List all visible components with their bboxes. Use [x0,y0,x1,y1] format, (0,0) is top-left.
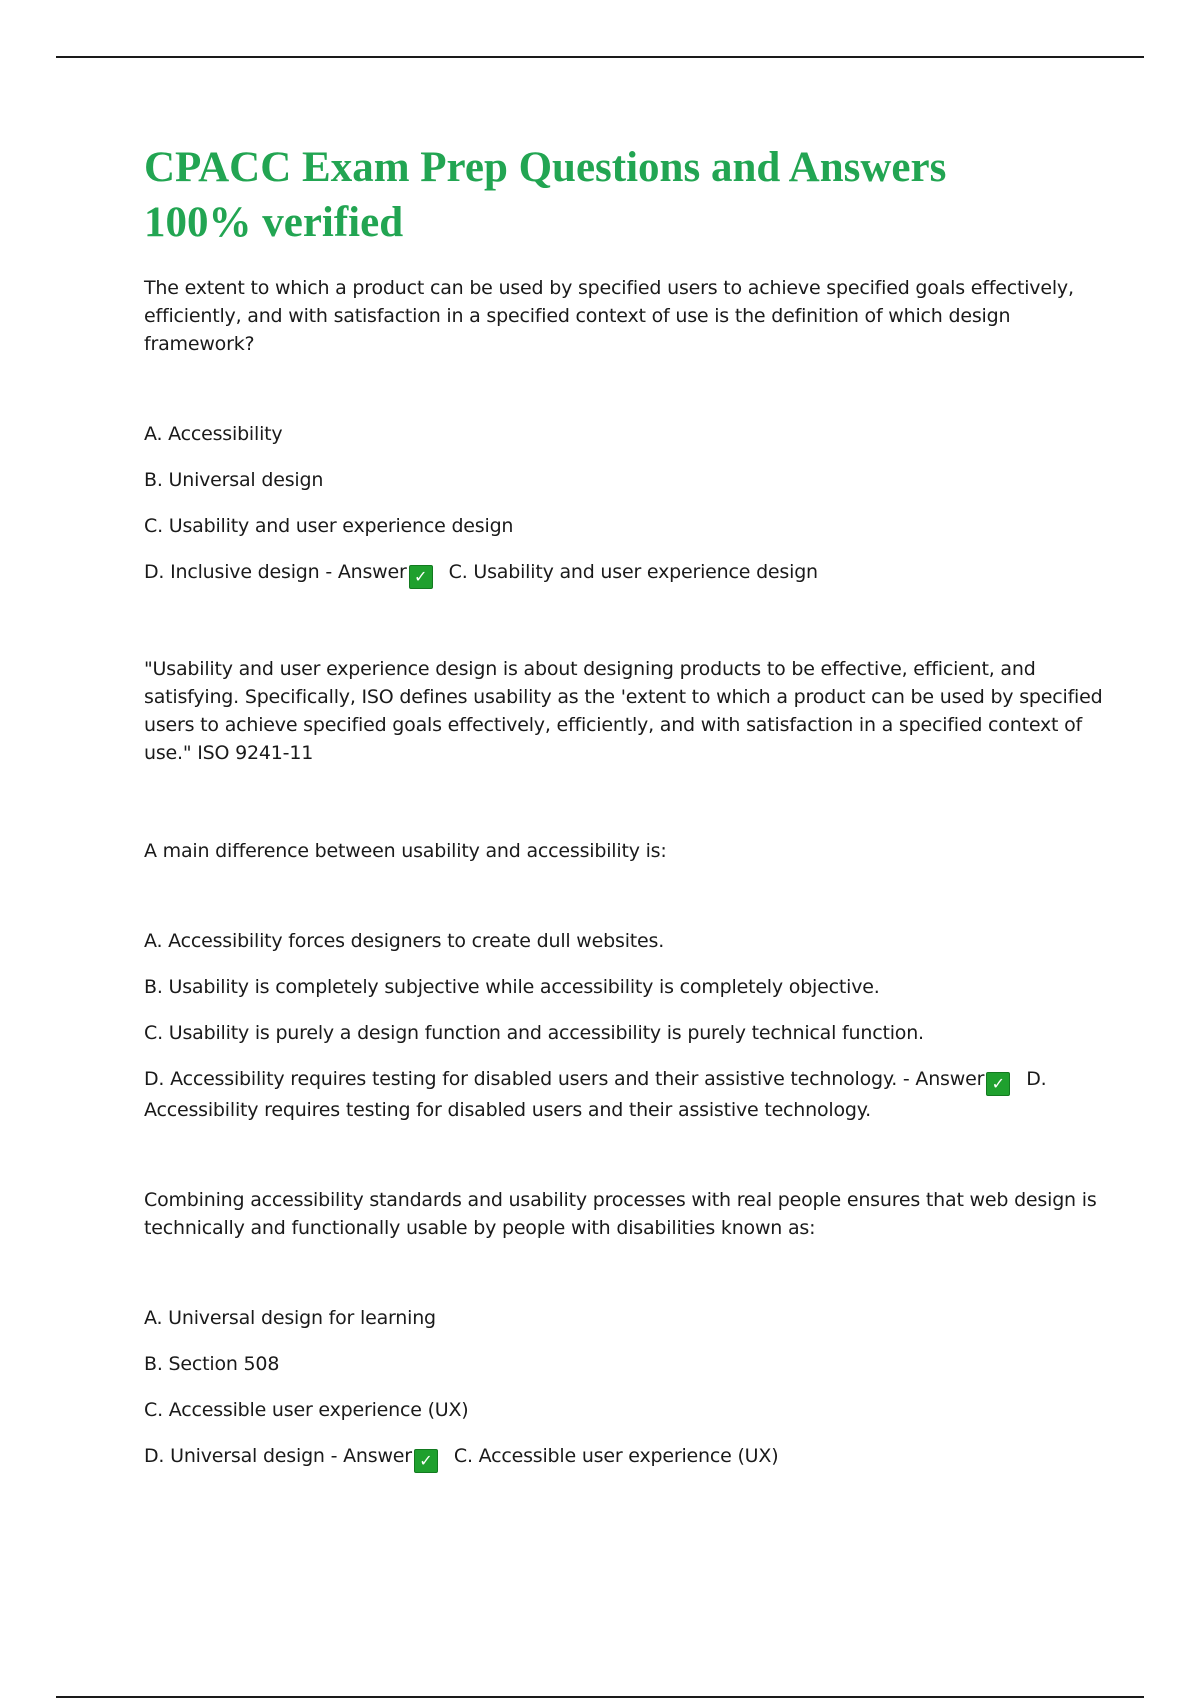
option-c: C. Accessible user experience (UX) [144,1399,469,1421]
answer-text: C. Accessible user experience (UX) [453,1445,779,1467]
option-c: C. Usability is purely a design function and accessibility is purely technical function. [144,1022,924,1044]
header-rule [56,56,1144,58]
option-d-with-answer [144,558,1104,589]
option-d: D. Accessibility requires testing for disabled users and their assistive technology. - Answer [144,1068,985,1090]
option-d-with-answer [144,1442,1104,1473]
document-body [144,140,1104,1473]
check-mark-icon: ✓ [986,1072,1010,1096]
option-b: B. Universal design [144,469,324,491]
question-1 [144,274,1104,767]
question-2-options [144,927,1104,1124]
question-2-prompt: A main difference between usability and accessibility is: [144,840,667,862]
option-d: D. Universal design - Answer [144,1445,412,1467]
question-3 [144,1186,1104,1473]
question-3-prompt: Combining accessibility standards and usability processes with real people ensures that web design is technically and functionally usable by people with disabilities known as: [144,1189,1097,1239]
option-b: B. Usability is completely subjective while accessibility is completely objective. [144,976,880,998]
option-a: A. Universal design for learning [144,1307,436,1329]
option-c: C. Usability and user experience design [144,515,514,537]
option-a: A. Accessibility forces designers to create dull websites. [144,930,665,952]
option-a: A. Accessibility [144,423,283,445]
question-1-options [144,420,1104,589]
option-d-with-answer [144,1065,1104,1124]
check-mark-icon: ✓ [409,565,433,589]
question-1-explanation: "Usability and user experience design is about designing products to be effective, efficient, and satisfying. Specifically, ISO defines usability as the 'extent to which a product can be used by specified users to achieve specified goals effectively, efficiently, and with satisfaction in a specified context of use." ISO 9241-11 [144,658,1103,764]
option-d: D. Inclusive design - Answer [144,561,407,583]
question-2 [144,837,1104,1124]
footer-rule [56,1696,1144,1698]
question-1-prompt: The extent to which a product can be used by specified users to achieve specified goals effectively, efficiently, and with satisfaction in a specified context of use is the definition of which design framework? [144,277,1074,355]
check-mark-icon: ✓ [414,1449,438,1473]
answer-text: D. Accessibility requires testing for disabled users and their assistive technology. [144,1068,1047,1121]
question-3-options [144,1304,1104,1473]
answer-text: C. Usability and user experience design [448,561,818,583]
page-title: CPACC Exam Prep Questions and Answers 100% verified [144,144,947,246]
option-b: B. Section 508 [144,1353,280,1375]
